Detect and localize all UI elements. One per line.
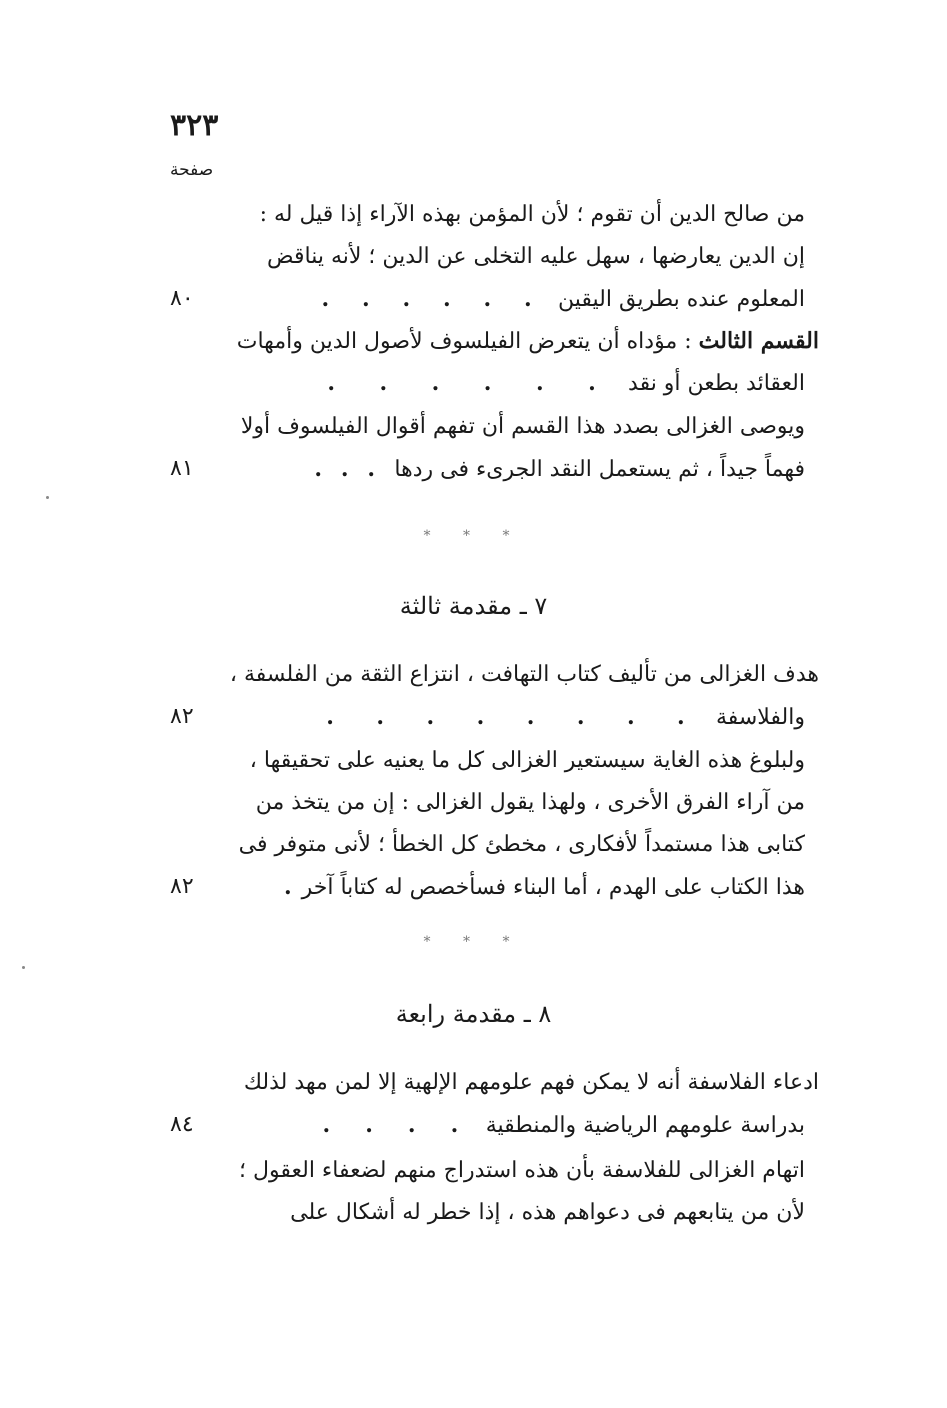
text-line: ولبلوغ هذه الغاية سيستعير الغزالى كل ما يعنيه على تحقيقها ، [249,748,805,773]
text-line [265,872,805,904]
text-fragment: بدراسة علومهم الرياضية والمنطقية [485,1113,805,1138]
text-line: اتهام الغزالى للفلاسفة بأن هذه استدراج منهم لضعفاء العقول ؛ [239,1158,805,1183]
text-fragment: فهماً جيداً ، ثم يستعمل النقد الجرىء فى ردها [394,457,805,482]
text-line: كتابى هذا مستمداً لأفكارى ، مخطئ كل الخطأ ؛ لأنى متوفر فى [238,832,805,857]
section-title: ٧ ـ مقدمة ثالثة [399,592,548,620]
page-number: ٣٢٣ [170,108,219,143]
text-line: إن الدين يعارضها ، سهل عليه التخلى عن الدين ؛ لأنه يناقض [267,244,805,269]
leader-dots: . . . . . . [321,286,532,312]
text-fragment: المعلوم عنده بطريق اليقين [558,287,805,312]
section-separator: * * * [423,528,524,544]
text-line: هدف الغزالى من تأليف كتاب التهافت ، انتزاع الثقة من الفلسفة ، [229,662,819,687]
text-line: ادعاء الفلاسفة أنه لا يمكن فهم علومهم الإلهية إلا لمن مهد لذلك [243,1070,819,1095]
page-reference: ٨٢ [170,874,194,899]
page-reference: ٨٢ [170,704,194,729]
section-title: ٨ ـ مقدمة رابعة [395,1000,552,1028]
page-reference: ٨٠ [170,286,194,311]
leader-dots: . . . [314,456,375,482]
leader-dots: . [283,874,292,900]
text-line [265,702,805,734]
section-label: القسم الثالث [698,328,819,354]
text-line [236,326,819,358]
text-fragment: هذا الكتاب على الهدم ، أما البناء فسأخصص له كتاباً آخر [301,875,805,900]
scan-speck [46,496,49,499]
scan-speck [22,966,25,969]
leader-dots: . . . . [322,1112,459,1138]
page-reference: ٨٤ [170,1112,194,1137]
text-fragment: العقائد بطعن أو نقد [628,371,805,396]
text-fragment: : مؤداه أن يتعرض الفيلسوف لأصول الدين وأمهات [236,329,692,354]
text-line: لأن من يتابعهم فى دعواهم هذه ، إذا خطر له أشكال على [290,1200,805,1225]
page-reference: ٨١ [170,456,194,481]
text-fragment: والفلاسفة [715,705,805,730]
leader-dots: . . . . . . [327,370,596,396]
text-line: من آراء الفرق الأخرى ، ولهذا يقول الغزالى : إن من يتخذ من [255,790,805,815]
text-line: من صالح الدين أن تقوم ؛ لأن المؤمن بهذه الآراء إذا قيل له : [259,202,805,227]
text-line [265,284,805,316]
text-line [265,454,805,486]
page-column-header: صفحة [170,160,214,180]
text-line [265,1110,805,1142]
text-line: ويوصى الغزالى بصدد هذا القسم أن تفهم أقوال الفيلسوف أولا [240,414,805,439]
section-separator: * * * [423,934,524,950]
text-line [265,368,805,400]
leader-dots: . . . . . . . . [326,704,685,730]
